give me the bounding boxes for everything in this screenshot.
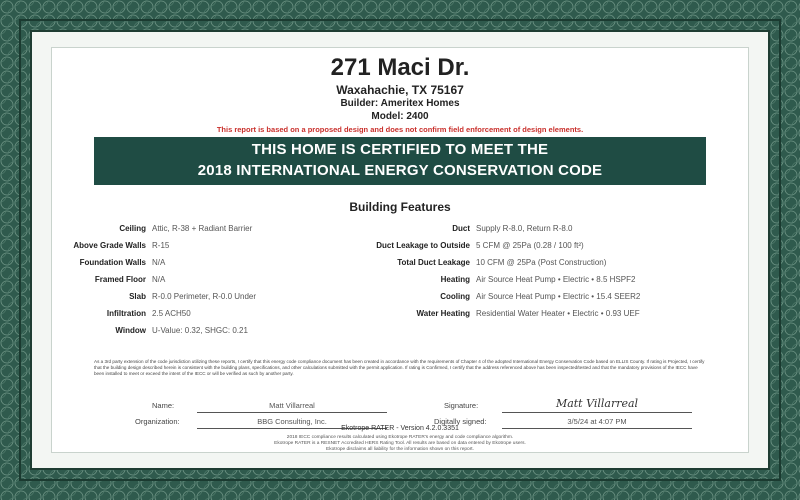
design-notice: This report is based on a proposed design and does not confirm field enforcement of design elements. [216,125,584,134]
banner-line-1: THIS HOME IS CERTIFIED TO MEET THE [251,141,549,158]
feature-label: Slab [129,292,146,301]
certification-disclaimer: As a 3rd party extension of the code jurisdiction utilizing these reports, I certify that this energy code compliance document has been created in accordance with the requirements of Chapter 4 of the adopted International Energy Conservation Code based on ELLIS County. If rating is Projected, I certify that the building design described herein is consistent with the building plans, specifications, and other calculations submitted with the permit application. If rating is Confirmed, I certify that the address referenced above has been inspected/tested and that the mandatory provisions of the IECC have been installed to meet or exceed the intent of the IECC or will be verified as such by another party. [94,359,705,376]
name-line [197,412,387,413]
feature-value: N/A [152,258,166,267]
feature-label: Window [115,326,146,335]
certification-banner [94,137,706,185]
certificate-paper [52,48,748,452]
name-label: Name: [152,401,175,410]
feature-value: Air Source Heat Pump • Electric • 15.4 SEER2 [476,292,641,301]
signature-line [502,412,692,413]
footer-line-1: 2018 IECC compliance results calculated using Ekotrope RATER's energy and code compliance algorithm. [286,435,514,440]
feature-value: N/A [152,275,166,284]
digitally-signed-value: 3/5/24 at 4:07 PM [567,417,627,426]
feature-label: Ceiling [119,224,146,233]
feature-value: U-Value: 0.32, SHGC: 0.21 [152,326,248,335]
footer-line-3: Ekotrope disclaims all liability for the information shown on this report. [326,447,474,452]
name-value: Matt Villarreal [269,401,315,410]
organization-value: BBG Consulting, Inc. [257,417,327,426]
version-line: Ekotrope RATER - Version 4.2.0.3351 [341,425,459,432]
feature-value: 10 CFM @ 25Pa (Post Construction) [476,258,607,267]
footer-line-2: Ekotrope RATER is a RESNET Accredited HERS Rating Tool. All results are based on data entered by Ekotrope users. [274,441,526,446]
feature-value: 5 CFM @ 25Pa (0.28 / 100 ft²) [476,241,584,250]
feature-label: Foundation Walls [79,258,146,267]
building-features-title: Building Features [349,200,451,214]
feature-label: Total Duct Leakage [397,258,470,267]
feature-value: R-0.0 Perimeter, R-0.0 Under [152,292,257,301]
street-address: 271 Maci Dr. [330,54,470,81]
feature-value: 2.5 ACH50 [152,309,191,318]
signature-label: Signature: [444,401,479,410]
feature-value: Supply R-8.0, Return R-8.0 [476,224,573,233]
feature-label: Duct Leakage to Outside [376,241,470,250]
feature-label: Heating [440,275,470,284]
feature-label: Infiltration [106,309,146,318]
signature-script: Matt Villarreal [555,397,639,410]
organization-label: Organization: [135,417,180,426]
feature-value: Air Source Heat Pump • Electric • 8.5 HSPF2 [476,275,636,284]
feature-value: R-15 [152,241,170,250]
banner-line-2: 2018 INTERNATIONAL ENERGY CONSERVATION CODE [197,162,603,179]
feature-label: Framed Floor [94,275,146,284]
feature-label: Cooling [440,292,470,301]
feature-value: Residential Water Heater • Electric • 0.93 UEF [476,309,640,318]
model-line: Model: 2400 [371,111,429,122]
feature-label: Above Grade Walls [73,241,146,250]
digitally-signed-label: Digitally signed: [434,417,487,426]
feature-value: Attic, R-38 + Radiant Barrier [152,224,253,233]
feature-label: Water Heating [416,309,470,318]
builder-line: Builder: Ameritex Homes [340,98,460,109]
city-state-zip: Waxahachie, TX 75167 [336,83,464,97]
feature-label: Duct [452,224,470,233]
